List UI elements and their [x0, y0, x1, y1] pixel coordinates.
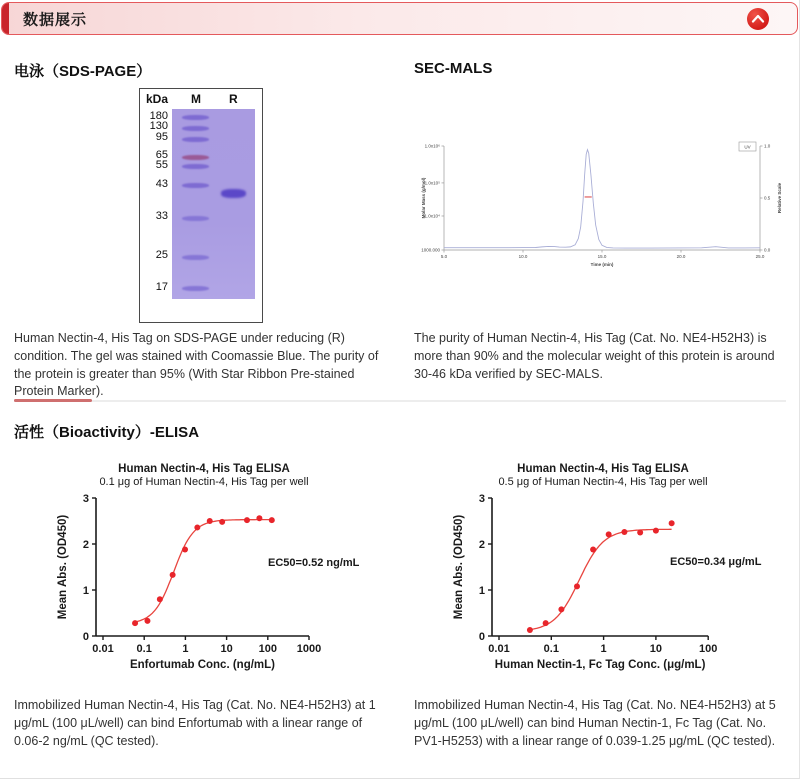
svg-text:Enfortumab Conc. (ng/mL): Enfortumab Conc. (ng/mL)	[129, 659, 276, 671]
elisa-left-caption: Immobilized Human Nectin-4, His Tag (Cat. No. NE4-H52H3) at 1 μg/mL (100 μL/well) can bind Enfortumab with a linear range of 0.06-2 ng/mL (QC tested).	[14, 698, 376, 748]
divider-line	[14, 400, 786, 402]
elisa1-chart-data-point	[207, 518, 213, 524]
gel-kda-label: 25	[155, 249, 168, 261]
svg-text:0.1: 0.1	[543, 643, 559, 655]
gel-marker-band-43kda	[182, 183, 209, 188]
svg-text:3: 3	[82, 493, 89, 505]
gel-sample-band	[221, 189, 246, 198]
gel-kda-label: 55	[155, 158, 168, 171]
svg-text:0.1: 0.1	[136, 643, 152, 655]
elisa2-chart-data-point	[558, 606, 564, 612]
sds-page-section-title: 电泳（SDS-PAGE）	[14, 63, 152, 80]
chevron-up-icon	[747, 8, 769, 30]
svg-text:Molar Mass (g/mol): Molar Mass (g/mol)	[421, 177, 426, 219]
svg-text:0.01: 0.01	[92, 643, 114, 655]
header-accent-bar	[2, 3, 9, 34]
sec-mals-trace-uv	[444, 150, 760, 248]
elisa1-chart-data-point	[219, 519, 225, 525]
gel-unit-label: kDa	[146, 92, 169, 106]
sec-mals-plot	[415, 140, 800, 273]
gel-marker-band-55kda	[182, 164, 209, 169]
elisa1-chart-data-point	[256, 515, 262, 521]
elisa1-chart-data-point	[157, 596, 163, 602]
elisa2-chart-fit-curve	[530, 529, 672, 629]
elisa1-chart-data-point	[244, 517, 250, 523]
svg-text:Human Nectin-4, His Tag ELISA: Human Nectin-4, His Tag ELISA	[517, 463, 689, 475]
elisa-chart-enfortumab	[20, 458, 380, 693]
sec-mals-caption: The purity of Human Nectin-4, His Tag (Cat. No. NE4-H52H3) is more than 90% and the molecular weight of this protein is around 30-46 kDa verified by SEC-MALS.	[414, 331, 775, 381]
gel-kda-label: 43	[155, 177, 168, 190]
elisa1-chart-plot	[20, 458, 380, 693]
svg-text:0: 0	[478, 631, 485, 643]
svg-text:Human Nectin-1, Fc Tag Conc. (: Human Nectin-1, Fc Tag Conc. (μg/mL)	[494, 659, 706, 671]
svg-text:Relative Scale: Relative Scale	[777, 182, 782, 214]
svg-text:25.0: 25.0	[755, 254, 765, 259]
gel-marker-band-95kda	[182, 137, 209, 142]
svg-text:100: 100	[258, 643, 277, 655]
svg-text:5.0: 5.0	[440, 254, 448, 259]
svg-text:0.1 μg of Human Nectin-4, His: 0.1 μg of Human Nectin-4, His Tag per well	[99, 476, 309, 488]
elisa2-chart-data-point	[637, 530, 643, 536]
svg-text:Time (min): Time (min)	[590, 262, 614, 267]
gel-marker-band-17kda	[182, 286, 209, 291]
svg-text:UV: UV	[744, 144, 751, 150]
svg-text:10: 10	[220, 643, 233, 655]
svg-text:1000.000: 1000.000	[421, 247, 440, 253]
elisa1-chart-fit-curve	[135, 520, 272, 622]
elisa1-chart-data-point	[132, 620, 138, 626]
svg-text:2: 2	[82, 539, 89, 551]
svg-text:Mean Abs. (OD450): Mean Abs. (OD450)	[453, 514, 465, 620]
elisa-chart-nectin1	[420, 458, 795, 693]
gel-marker-band-130kda	[182, 126, 209, 131]
collapse-section-button[interactable]	[747, 8, 769, 30]
elisa-section-title: 活性（Bioactivity）-ELISA	[14, 424, 200, 441]
svg-text:1: 1	[82, 585, 89, 597]
svg-text:1.0: 1.0	[764, 143, 771, 149]
gel-marker-band-25kda	[182, 255, 209, 260]
svg-text:0: 0	[82, 631, 89, 643]
svg-text:1: 1	[478, 585, 485, 597]
svg-text:1000: 1000	[296, 643, 322, 655]
svg-text:1.0x10⁶: 1.0x10⁶	[424, 143, 440, 149]
svg-text:15.0: 15.0	[597, 254, 607, 259]
gel-lane-label-marker: M	[191, 92, 201, 106]
gel-kda-label: 33	[155, 210, 168, 223]
svg-text:0.0: 0.0	[764, 247, 771, 253]
page-title: 数据展示	[23, 11, 88, 28]
svg-text:1: 1	[182, 643, 189, 655]
gel-marker-band-180kda	[182, 115, 209, 120]
svg-text:1: 1	[600, 643, 607, 655]
elisa2-chart-data-point	[574, 583, 580, 589]
elisa1-chart-ec50-annotation: EC50=0.52 ng/mL	[268, 557, 360, 569]
elisa2-chart-plot	[420, 458, 795, 693]
elisa2-chart-ec50-annotation: EC50=0.34 μg/mL	[670, 556, 762, 568]
elisa1-chart-data-point	[182, 547, 188, 553]
gel-kda-label: 17	[155, 280, 168, 293]
svg-text:0.5: 0.5	[764, 195, 771, 201]
svg-text:0.01: 0.01	[488, 643, 510, 655]
gel-kda-label: 65	[155, 149, 168, 162]
svg-text:0.5 μg of Human Nectin-4, His: 0.5 μg of Human Nectin-4, His Tag per well	[498, 476, 708, 488]
svg-text:10: 10	[649, 643, 663, 655]
elisa2-chart-data-point	[669, 520, 675, 526]
gel-lane-label-sample: R	[229, 92, 238, 106]
svg-text:2: 2	[478, 539, 485, 551]
elisa2-chart-data-point	[653, 528, 659, 534]
svg-text:10.0: 10.0	[518, 254, 528, 259]
gel-marker-band-33kda	[182, 216, 209, 221]
svg-text:Mean Abs. (OD450): Mean Abs. (OD450)	[57, 514, 69, 620]
svg-text:3: 3	[478, 493, 485, 505]
gel-kda-label: 95	[155, 131, 168, 144]
svg-text:20.0: 20.0	[676, 254, 686, 259]
elisa-right-caption: Immobilized Human Nectin-4, His Tag (Cat. No. NE4-H52H3) at 5 μg/mL (100 μL/well) can bind Human Nectin-1, Fc Tag (Cat. No. PV1-H5253) with a linear range of 0.039-1.25 μg/mL (QC tested).	[414, 698, 776, 748]
elisa1-chart-data-point	[144, 618, 150, 624]
gel-lane-area	[172, 109, 255, 299]
elisa2-chart-data-point	[606, 531, 612, 537]
data-display-header	[1, 2, 798, 35]
svg-text:100: 100	[699, 643, 718, 655]
svg-text:1.0x10⁵: 1.0x10⁵	[424, 180, 440, 186]
elisa1-chart-data-point	[170, 572, 176, 578]
sec-mals-chart	[415, 140, 800, 273]
gel-kda-label: 180	[149, 109, 168, 122]
sds-page-caption: Human Nectin-4, His Tag on SDS-PAGE under reducing (R) condition. The gel was stained with Coomassie Blue. The purity of the protein is greater than 95% (With Star Ribbon Pre-stained Protein Marker).	[14, 331, 379, 399]
elisa2-chart-data-point	[621, 529, 627, 535]
svg-text:1.0x10⁴: 1.0x10⁴	[424, 213, 440, 219]
elisa2-chart-data-point	[590, 547, 596, 553]
divider-accent	[14, 399, 92, 402]
gel-marker-band-65kda	[182, 155, 209, 160]
elisa2-chart-data-point	[527, 627, 533, 633]
sds-page-gel-image	[139, 88, 263, 323]
elisa2-chart-data-point	[543, 620, 549, 626]
elisa1-chart-data-point	[269, 517, 275, 523]
elisa1-chart-data-point	[194, 524, 200, 530]
gel-kda-label: 130	[149, 120, 168, 132]
sec-mals-section-title: SEC-MALS	[414, 60, 493, 77]
svg-text:Human Nectin-4, His Tag ELISA: Human Nectin-4, His Tag ELISA	[118, 463, 290, 475]
section-divider	[14, 399, 786, 402]
